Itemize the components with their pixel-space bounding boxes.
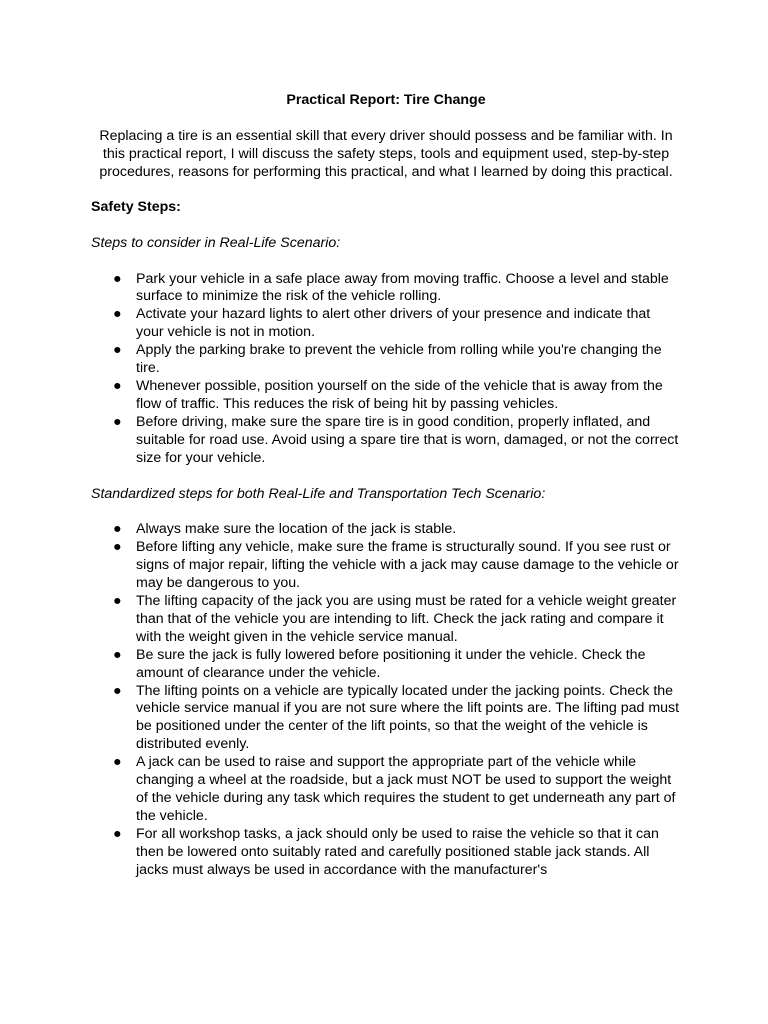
bullet-icon: ● [113,306,122,323]
list-item [91,754,681,826]
bullet-icon: ● [113,521,122,538]
bullet-icon: ● [113,377,122,394]
bullet-icon: ● [113,593,122,610]
bullet-icon: ● [113,270,122,287]
list-item [91,826,681,880]
list-item [91,414,681,468]
standardized-steps-list [91,521,681,879]
safety-steps-heading: Safety Steps: [91,198,181,215]
list-item-text: Whenever possible, position yourself on the side of the vehicle that is away from the flow of traffic. This reduces the risk of being hit by passing vehicles. [136,377,663,412]
list-item [91,593,681,647]
list-item-text: Always make sure the location of the jack is stable. [136,521,457,538]
standardized-subheading: Standardized steps for both Real-Life and Transportation Tech Scenario: [91,485,546,502]
list-item-text: Before driving, make sure the spare tire is in good condition, properly inflated, and suitable for road use. Avoid using a spare tire that is worn, damaged, or not the correct size for your vehicle. [136,413,679,466]
bullet-icon: ● [113,413,122,430]
intro-paragraph: Replacing a tire is an essential skill that every driver should possess and be familiar with. In this practical report, I will discuss the safety steps, tools and equipment used, step-by-step procedures, reasons for performing this practical, and what I learned by doing this practical. [99,128,673,180]
list-item-text: Be sure the jack is fully lowered before positioning it under the vehicle. Check the amount of clearance under the vehicle. [136,646,646,681]
list-item [91,683,681,755]
bullet-icon: ● [113,646,122,663]
real-life-subheading: Steps to consider in Real-Life Scenario: [91,234,341,251]
list-item-text: Activate your hazard lights to alert other drivers of your presence and indicate that your vehicle is not in motion. [136,306,651,341]
bullet-icon: ● [113,682,122,699]
list-item-text: The lifting points on a vehicle are typically located under the jacking points. Check the vehicle service manual if you are not sure where the lift points are. The lifting pad must be positioned under the center of the lift points, so that the weight of the vehicle is distributed evenly. [136,682,680,753]
list-item [91,342,681,378]
list-item [91,647,681,683]
bullet-icon: ● [113,754,122,771]
list-item [91,521,681,539]
document-page [91,92,681,880]
list-item [91,306,681,342]
list-item-text: Before lifting any vehicle, make sure the frame is structurally sound. If you see rust or signs of major repair, lifting the vehicle with a jack may cause damage to the vehicle or may be dangerous to you. [136,539,679,592]
list-item-text: The lifting capacity of the jack you are using must be rated for a vehicle weight greater than that of the vehicle you are intending to lift. Check the jack rating and compare it with the weight given in the vehicle service manual. [136,593,677,645]
list-item [91,378,681,414]
document-title: Practical Report: Tire Change [286,92,486,108]
list-item [91,271,681,307]
bullet-icon: ● [113,539,122,556]
bullet-icon: ● [113,342,122,359]
real-life-steps-list [91,271,681,468]
list-item-text: For all workshop tasks, a jack should only be used to raise the vehicle so that it can then be lowered onto suitably rated and carefully positioned stable jack stands. All jacks must always be used in accordance with the manufacturer's [136,825,659,878]
bullet-icon: ● [113,825,122,842]
list-item-text: Apply the parking brake to prevent the vehicle from rolling while you're changing the tire. [136,342,662,377]
list-item [91,539,681,593]
list-item-text: A jack can be used to raise and support the appropriate part of the vehicle while changing a wheel at the roadside, but a jack must NOT be used to support the weight of the vehicle during any task which requires the student to get underneath any part of the vehicle. [136,754,676,824]
list-item-text: Park your vehicle in a safe place away from moving traffic. Choose a level and stable surface to minimize the risk of the vehicle rolling. [136,270,669,305]
